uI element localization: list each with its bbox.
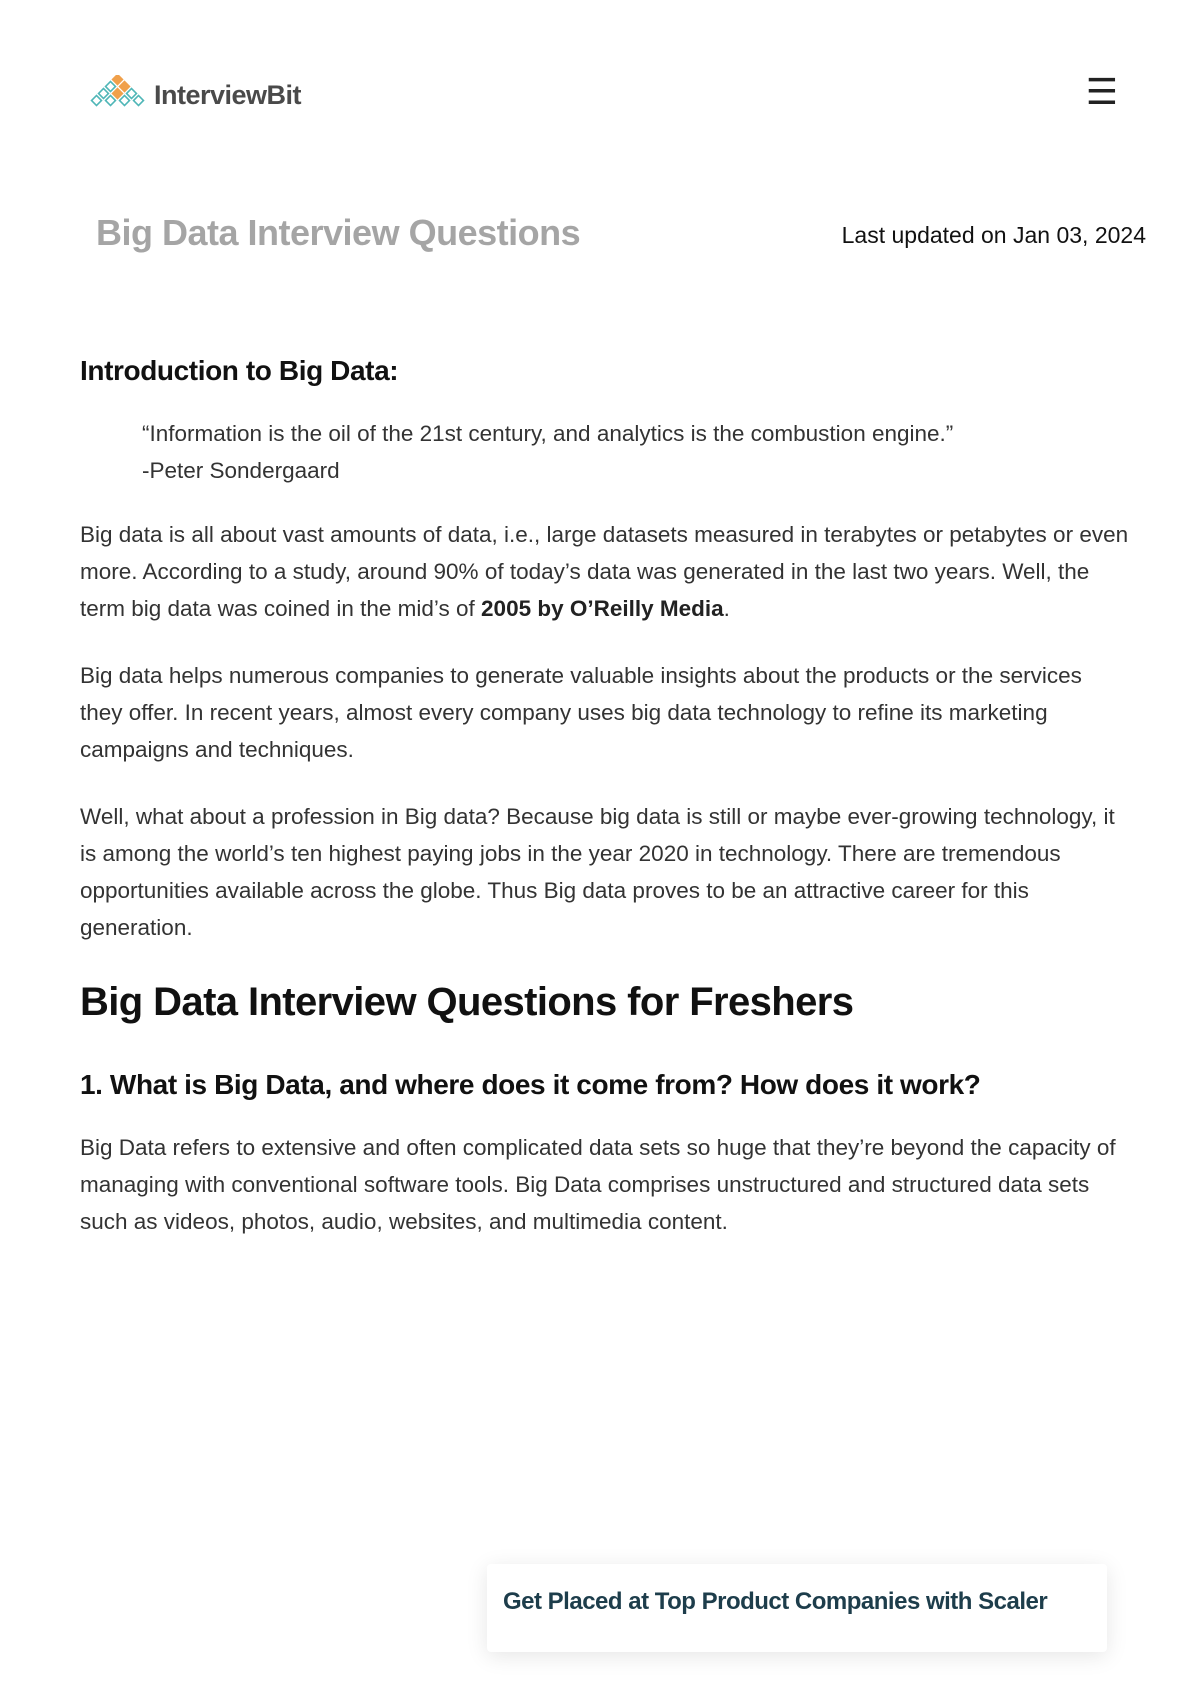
intro-paragraph-1-bold: 2005 by O’Reilly Media (481, 596, 724, 621)
intro-paragraph-1 (80, 516, 1130, 627)
title-row (96, 212, 1146, 262)
question-1-title: 1. What is Big Data, and where does it come from? How does it work? (80, 1069, 981, 1100)
cta-text[interactable]: Get Placed at Top Product Companies with Scaler (503, 1588, 1048, 1615)
intro-heading: Introduction to Big Data: (80, 355, 399, 386)
quote-author: -Peter Sondergaard (142, 458, 340, 483)
article-content (80, 355, 1130, 1270)
logo-text: InterviewBit (154, 79, 302, 110)
intro-paragraph-3: Well, what about a profession in Big data? Because big data is still or maybe ever-growing technology, it is among the world’s ten highest paying jobs in the year 2020 in technology. There are tremendous opportunities available across the globe. Thus Big data proves to be an attractive career for this generation. (80, 804, 1115, 940)
hamburger-menu-icon[interactable]: ☰ (1085, 71, 1118, 112)
scaler-cta-banner[interactable] (487, 1564, 1107, 1652)
page-title: Big Data Interview Questions (96, 212, 581, 253)
intro-paragraph-1-text: Big data is all about vast amounts of data, i.e., large datasets measured in terabytes or petabytes or even more. According to a study, around 90% of today’s data was generated in the last two years. Well, the term big data was coined in the mid’s of (80, 522, 1129, 621)
intro-paragraph-1-end: . (723, 596, 730, 621)
freshers-heading: Big Data Interview Questions for Freshers (80, 980, 854, 1024)
quote-text: “Information is the oil of the 21st century, and analytics is the combustion engine.” (142, 421, 954, 446)
last-updated: Last updated on Jan 03, 2024 (841, 222, 1146, 248)
page-header (88, 70, 1118, 120)
interviewbit-logo-icon (88, 75, 148, 115)
intro-paragraph-2: Big data helps numerous companies to generate valuable insights about the products or the services they offer. In recent years, almost every company uses big data technology to refine its marketing campaigns and techniques. (80, 663, 1082, 762)
question-1-answer: Big Data refers to extensive and often complicated data sets so huge that they’re beyond the capacity of managing with conventional software tools. Big Data comprises unstructured and structured data sets such as videos, photos, audio, websites, and multimedia content. (80, 1135, 1116, 1234)
logo[interactable] (88, 70, 301, 120)
quote (142, 415, 1130, 489)
